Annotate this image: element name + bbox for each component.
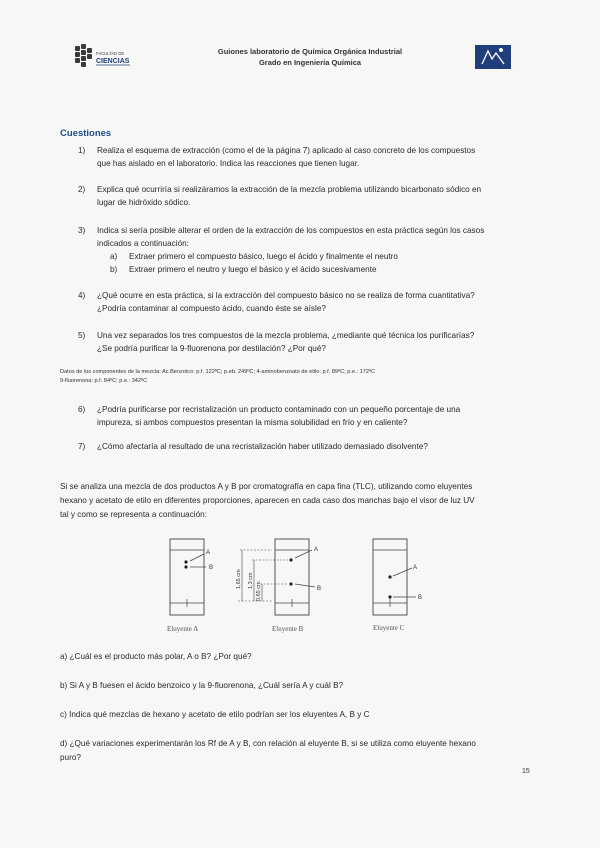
tlc-label-a: Eluyente A: [167, 625, 199, 633]
question-text: [97, 403, 537, 429]
q3-option-a: [110, 251, 398, 263]
question-line: Una vez separados los tres compuestos de la mezcla problema, ¿mediante qué técnica los purificarías?: [97, 331, 475, 340]
tlc-question-c: [60, 708, 538, 722]
tlc-intro-line: Si se analiza una mezcla de dos productos A y B por cromatografía en capa fina (TLC), utilizando como eluyentes: [60, 482, 473, 491]
question-text: [97, 289, 537, 315]
tlc-dim-1: 1,65 cm: [236, 569, 242, 589]
tlc-question-line: b) Si A y B fuesen el ácido benzoico y la 9-fluorenona, ¿Cuál sería A y cuál B?: [60, 681, 344, 690]
question-text: [97, 183, 537, 209]
option-label: b): [110, 265, 118, 274]
tlc-intro-line: hexano y acetato de etilo en diferentes proporciones, aparecen en cada caso dos manchas bajo el visor de luz UV: [60, 496, 475, 505]
option-text: Extraer primero el neutro y luego el básico y el ácido sucesivamente: [129, 265, 377, 274]
tlc-question-line: a) ¿Cuál es el producto más polar, A o B? ¿Por qué?: [60, 652, 252, 661]
question-text: [97, 329, 537, 355]
question-number: 2): [78, 185, 86, 194]
question-line: ¿Podría purificarse por recristalización un producto contaminado con un pequeño porcentaje de una: [97, 405, 461, 414]
tlc-plate-a: [170, 539, 213, 615]
question-number: 4): [78, 291, 86, 300]
tlc-a-spot-a-label: A: [206, 550, 211, 556]
tlc-plate-c: [373, 539, 422, 615]
tlc-question-line: d) ¿Qué variaciones experimentarán los Rf de A y B, con relación al eluyente B, si se utiliza como eluyente hexano: [60, 739, 476, 748]
logo-line-2: CIENCIAS: [96, 58, 130, 65]
question-line: ¿Podría contaminar al compuesto ácido, cuando éste se aísle?: [97, 304, 326, 313]
question-line: Explica qué ocurriría si realizáramos la extracción de la mezcla problema utilizando bicarbonato sódico en: [97, 185, 482, 194]
question-number: 7): [78, 442, 86, 451]
question-number: 1): [78, 146, 86, 155]
tlc-c-spot-b-label: B: [418, 595, 423, 601]
university-logo: [474, 42, 512, 72]
tlc-diagram: [160, 535, 440, 620]
university-logo-mark: [474, 42, 512, 72]
question-line: indicados a continuación:: [97, 239, 189, 248]
tlc-question-b: [60, 679, 538, 693]
data-note-line: Datos de los componentes de la mezcla: Ac.Benzoico: p.f. 122ºC; p.eb. 249ºC; 4-aminobenzoato de etilo: p.f. 89ºC; p.e.: 172ºC: [60, 369, 376, 375]
faculty-logo-mark: [72, 42, 152, 72]
tlc-question-a: [60, 650, 538, 664]
question-text: [97, 224, 537, 250]
data-note-line: 9-fluorenona: p.f. 84ºC; p.e.: 342ºC: [60, 378, 148, 384]
section-title: Cuestiones: [60, 128, 112, 139]
header-title: Guiones laboratorio de Química Orgánica Industrial: [217, 47, 403, 56]
option-label: a): [110, 252, 118, 261]
question-line: impureza, si ambos compuestos presentan la misma solubilidad en frío y en caliente?: [97, 418, 408, 427]
question-line: Realiza el esquema de extracción (como el de la página 7) aplicado al caso concreto de los compuestos: [97, 146, 476, 155]
tlc-plate-b: [236, 539, 321, 615]
question-number: 6): [78, 405, 86, 414]
page-number: 15: [522, 768, 530, 775]
faculty-logo: [72, 42, 152, 72]
question-line: lugar de hidróxido sódico.: [97, 198, 191, 207]
question-line: ¿Qué ocurre en esta práctica, si la extracción del compuesto básico no se realiza de forma cuantitativa?: [97, 291, 475, 300]
tlc-label-c: Eluyente C: [373, 624, 405, 632]
logo-line-1: FACULTAD DE: [96, 51, 125, 56]
tlc-question-d: [60, 737, 538, 765]
data-note: [60, 368, 540, 386]
question-line: que has aislado en el laboratorio. Indica las reacciones que tienen lugar.: [97, 159, 360, 168]
tlc-b-spot-a-label: A: [314, 547, 319, 553]
tlc-dim-2: 1,3 cm: [248, 572, 254, 589]
tlc-question-line: c) Indica qué mezclas de hexano y acetato de etilo podrían ser los eluyentes A, B y C: [60, 710, 370, 719]
header-subtitle: Grado en Ingeniería Química: [258, 58, 362, 67]
tlc-intro-line: tal y como se representa a continuación:: [60, 510, 208, 519]
question-text: [97, 144, 537, 170]
q3-option-b: [110, 264, 377, 276]
option-text: Extraer primero el compuesto básico, luego el ácido y finalmente el neutro: [129, 252, 398, 261]
tlc-b-spot-b-label: B: [317, 586, 322, 592]
tlc-intro: [60, 480, 538, 522]
tlc-c-spot-a-label: A: [413, 565, 418, 571]
question-text: [97, 440, 537, 453]
tlc-label-b: Eluyente B: [272, 625, 304, 633]
question-line: ¿Se podría purificar la 9-fluorenona por destilación? ¿Por qué?: [97, 344, 326, 353]
question-number: 5): [78, 331, 86, 340]
question-line: Indica si sería posible alterar el orden de la extracción de los compuestos en esta práctica según los casos: [97, 226, 485, 235]
question-line: ¿Cómo afectaría al resultado de una recristalización haber utilizado demasiado disolvente?: [97, 442, 428, 451]
tlc-question-line: puro?: [60, 753, 81, 762]
tlc-dim-3: 0,65 cm: [256, 581, 262, 601]
tlc-a-spot-b-label: B: [209, 565, 214, 571]
question-number: 3): [78, 226, 86, 235]
